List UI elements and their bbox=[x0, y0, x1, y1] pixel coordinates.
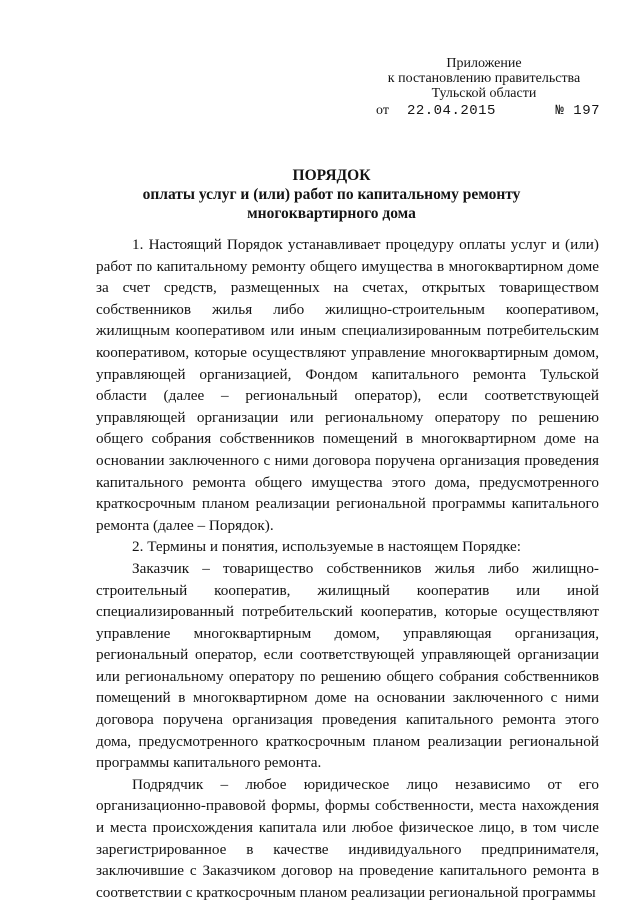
title-line-2: оплаты услуг и (или) работ по капитальному ремонту bbox=[142, 186, 521, 203]
annex-title: Приложение bbox=[446, 56, 522, 71]
annex-ot-label: от bbox=[376, 103, 389, 118]
annex-date-row bbox=[368, 103, 600, 119]
paragraph-1: 1. Настоящий Порядок устанавливает процедуру оплаты услуг и (или) работ по капитальному ремонту общего имущества в многоквартирном доме за счет средств, размещенных на счетах, открытых товариществом собственников жилья либо жилищно-строительным кооперативом, жилищным кооперативом или иным специализированным потребительским кооперативом, которые осуществляют управление многоквартирным домом, управляющей организацией, Фондом капитального ремонта Тульской области (далее – региональный оператор), если соответствующей управляющей организации или региональному оператору по решению общего собрания собственников помещений в многоквартирном доме на основании заключенного с ними договора поручена организация проведения капитального ремонта общего имущества этого дома, предусмотренного краткосрочным планом реализации региональной программы капитального ремонта (далее – Порядок). bbox=[96, 236, 599, 534]
annex-date: 22.04.2015 bbox=[406, 103, 496, 119]
title-main: ПОРЯДОК bbox=[292, 167, 371, 184]
document-body bbox=[96, 234, 599, 903]
annex-number: № 197 bbox=[555, 103, 600, 119]
document-title bbox=[60, 166, 603, 223]
annex-resolution-line: к постановлению правительства bbox=[387, 71, 581, 86]
paragraph-contractor-definition: Подрядчик – любое юридическое лицо независимо от его организационно-правовой формы, формы собственности, места нахождения и места происхождения капитала или любое физическое лицо, в том числе зарегистрированное в качестве индивидуального предпринимателя, заключившие с Заказчиком договор на проведение капитального ремонта в соответствии с краткосрочным планом реализации региональной программы bbox=[96, 775, 599, 901]
annex-header bbox=[368, 56, 600, 119]
annex-region-line: Тульской области bbox=[431, 86, 537, 101]
paragraph-customer-definition: Заказчик – товарищество собственников жилья либо жилищно-строительный кооператив, жилищный кооператив или иной специализированный потребительский кооператив, которые осуществляют управление многоквартирным домом, управляющая организация, региональный оператор, если соответствующей управляющей организации или региональному оператору по решению общего собрания собственников помещений в многоквартирном доме на основании заключенного с ними договора поручена организация проведения капитального ремонта этого дома, предусмотренного краткосрочным планом реализации региональной программы капитального ремонта. bbox=[96, 559, 599, 772]
paragraph-2: 2. Термины и понятия, используемые в настоящем Порядке: bbox=[132, 538, 521, 556]
title-line-3: многоквартирного дома bbox=[247, 205, 416, 222]
